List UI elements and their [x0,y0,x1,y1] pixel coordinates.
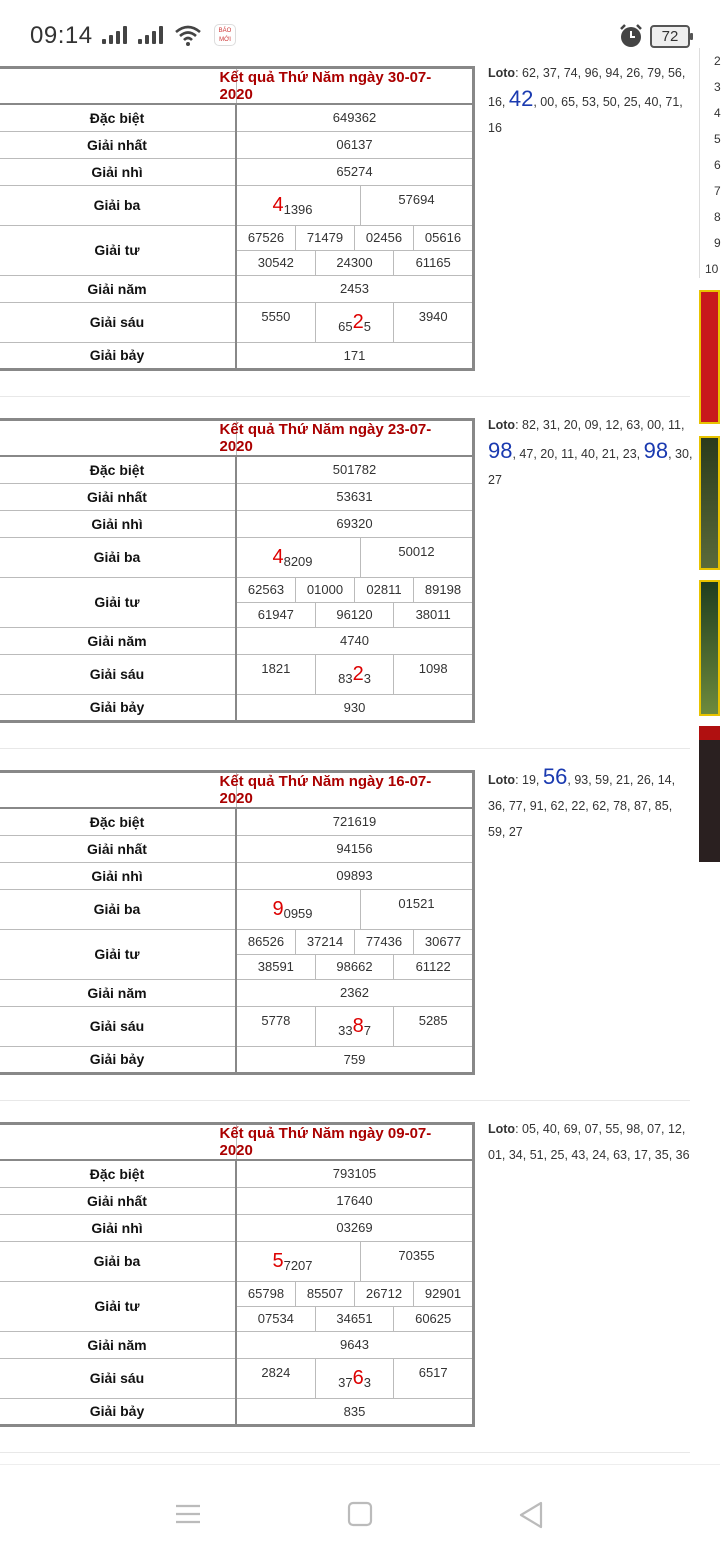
third-prize-value: 01521 [360,890,472,929]
loto-numbers: 82, 31, 20, 09, 12, 63, 00, 11, [522,418,685,432]
seventh-prize-value: 835 [236,1398,474,1425]
status-bar [0,0,720,66]
seventh-prize-value: 171 [236,342,474,369]
fifth-prize-value: 2453 [236,275,474,302]
fourth-prize-value: 89198 [413,578,472,602]
fourth-prize-value: 01000 [295,578,354,602]
divider [0,1100,690,1101]
first-prize-value: 53631 [236,483,474,510]
prize-label: Giải nhất [0,131,236,158]
loto-label: Loto [488,418,516,432]
results-title: Kết quả Thứ Năm ngày 23-07-2020 [219,420,457,457]
sixth-prize-value: 2824 [261,1364,291,1380]
loto-label: Loto [488,773,516,787]
system-nav-bar [0,1464,720,1561]
fourth-prize-value: 60625 [393,1307,472,1331]
result-block [0,418,720,718]
prize-label: Giải ba [0,537,236,577]
first-prize-value: 06137 [236,131,474,158]
fourth-prize-value: 92901 [413,1282,472,1306]
prize-label: Giải bảy [0,694,236,721]
fourth-prize-value: 71479 [295,226,354,250]
prize-label: Giải nhất [0,835,236,862]
fourth-prize-value: 98662 [315,955,394,979]
fourth-prize-value: 30677 [413,930,472,954]
menu-icon[interactable] [174,1503,202,1525]
fourth-prize-value: 30542 [257,255,294,270]
loto-numbers: 19, [522,773,543,787]
prize-label: Giải năm [0,1331,236,1358]
prize-label: Giải ba [0,1241,236,1281]
sixth-prize-value: 83 2 3 [315,655,394,694]
side-loto-number: 5 [714,132,721,146]
prize-label: Đặc biệt [0,1160,236,1187]
fourth-prize-value: 07534 [257,1311,294,1326]
third-prize-value: 70355 [360,1242,472,1281]
results-title: Kết quả Thứ Năm ngày 09-07-2020 [219,1124,457,1161]
results-title: Kết quả Thứ Năm ngày 30-07-2020 [219,68,457,105]
fourth-prize-value: 86526 [247,934,285,949]
ad-banner-1[interactable] [699,290,720,424]
first-prize-value: 17640 [236,1187,474,1214]
fourth-prize-value: 61947 [257,607,294,622]
loto-numbers: , 00, 65, 53, 50, 25, 40, 71, 16 [488,95,683,135]
prize-label: Giải bảy [0,1398,236,1425]
loto-numbers: 05, 40, 69, 07, 55, 98, 07, 12, 01, 34, 51, 25, 43, 24, 63, 17, 35, 36 [488,1122,690,1162]
seventh-prize-value: 930 [236,694,474,721]
sixth-prize-value: 33 8 7 [315,1007,394,1046]
loto-highlight: 56 [542,764,568,789]
special-prize-value: 501782 [236,456,474,483]
loto-numbers: 62, 37, 74, 96, 94, 26, 79, 56, 16, [488,66,686,109]
side-loto-number: 9 [714,236,721,250]
prize-label: Giải sáu [0,1358,236,1398]
first-prize-value: 94156 [236,835,474,862]
results-table [0,418,475,723]
clock: 09:14 [30,22,93,49]
third-prize-value: 9 0959 [272,897,313,921]
fourth-prize-value: 61122 [393,955,472,979]
second-prize-value: 69320 [236,510,474,537]
sixth-prize-value: 5285 [393,1007,472,1046]
prize-label: Giải năm [0,979,236,1006]
fifth-prize-value: 4740 [236,627,474,654]
loto-label: Loto [488,66,516,80]
prize-label: Giải tư [0,225,236,275]
prize-label: Giải nhì [0,510,236,537]
alarm-icon [618,23,644,49]
highlight-digit: 6 [352,1366,364,1389]
fourth-prize-value: 62563 [247,582,285,597]
sixth-prize-value: 5550 [261,308,291,324]
divider [0,396,690,397]
battery-indicator: 72 [650,25,690,48]
second-prize-value: 65274 [236,158,474,185]
loto-numbers: , 30, 27 [488,447,693,487]
third-prize-value: 50012 [360,538,472,577]
seventh-prize-value: 759 [236,1046,474,1073]
wifi-icon [174,24,202,46]
home-icon[interactable] [347,1501,373,1527]
result-block [0,66,720,366]
fifth-prize-value: 9643 [236,1331,474,1358]
prize-label: Giải bảy [0,342,236,369]
loto-highlight: 42 [508,86,534,111]
fourth-prize-value: 65798 [247,1286,285,1301]
fourth-prize-value: 77436 [354,930,413,954]
highlight-digit: 5 [272,1249,284,1272]
fourth-prize-value: 96120 [315,603,394,627]
sixth-prize-value: 37 6 3 [315,1359,394,1398]
sixth-prize-value: 65 2 5 [315,303,394,342]
side-loto-number: 8 [714,210,721,224]
highlight-digit: 4 [272,193,284,216]
results-title: Kết quả Thứ Năm ngày 16-07-2020 [219,772,457,809]
prize-label: Giải nhất [0,483,236,510]
prize-label: Giải ba [0,185,236,225]
third-prize-value: 57694 [360,186,472,225]
loto-label: Loto [488,1122,516,1136]
fourth-prize-value: 38011 [393,603,472,627]
prize-label: Giải năm [0,275,236,302]
side-loto-number: 10 [705,262,719,276]
loto-numbers: , 47, 20, 11, 40, 21, 23, [512,447,644,461]
prize-label: Giải tư [0,577,236,627]
result-block [0,764,720,1070]
side-loto-column [699,48,721,278]
sixth-prize-value: 6517 [393,1359,472,1398]
fourth-prize-value: 37214 [295,930,354,954]
prize-label: Giải nhì [0,1214,236,1241]
prize-label: Giải sáu [0,654,236,694]
side-loto-number: 6 [714,158,721,172]
loto-list: Loto: 05, 40, 69, 07, 55, 98, 07, 12, 01, 34, 51, 25, 43, 24, 63, 17, 35, 36 [488,1122,690,1162]
highlight-digit: 2 [352,310,364,333]
results-table [0,770,475,1075]
sixth-prize-value: 1098 [393,655,472,694]
prize-label: Giải bảy [0,1046,236,1073]
divider [0,1452,690,1453]
second-prize-value: 03269 [236,1214,474,1241]
special-prize-value: 721619 [236,808,474,835]
side-loto-number: 3 [714,80,721,94]
fourth-prize-value: 02811 [354,578,413,602]
fifth-prize-value: 2362 [236,979,474,1006]
fourth-prize-value: 02456 [354,226,413,250]
back-icon[interactable] [518,1501,544,1529]
side-loto-number: 7 [714,184,721,198]
prize-label: Giải ba [0,889,236,929]
side-loto-number: 2 [714,54,721,68]
fourth-prize-value: 61165 [393,251,472,275]
sixth-prize-value: 5778 [261,1012,291,1028]
third-prize-value: 4 1396 [272,193,313,217]
results-table [0,1122,475,1427]
highlight-digit: 4 [272,545,284,568]
loto-highlight: 98 [488,438,513,463]
highlight-digit: 8 [352,1014,364,1037]
fourth-prize-value: 05616 [413,226,472,250]
highlight-digit: 9 [272,897,284,920]
special-prize-value: 649362 [236,104,474,131]
ad-banner-3[interactable] [699,580,720,716]
prize-label: Giải nhì [0,862,236,889]
prize-label: Giải nhất [0,1187,236,1214]
loto-list: Loto: 19, 56, 93, 59, 21, 26, 14, 36, 77, 91, 62, 22, 62, 78, 87, 85, 59, 27 [488,764,676,839]
third-prize-value: 4 8209 [272,545,313,569]
prize-label: Đặc biệt [0,456,236,483]
ad-banner-2[interactable] [699,436,720,570]
third-prize-value: 5 7207 [272,1249,313,1273]
special-prize-value: 793105 [236,1160,474,1187]
fourth-prize-value: 67526 [247,230,285,245]
loto-numbers: , 93, 59, 21, 26, 14, 36, 77, 91, 62, 22, 62, 78, 87, 85, 59, 27 [488,773,676,839]
prize-label: Giải nhì [0,158,236,185]
news-app-icon: BÁO MỚI [214,24,236,46]
sixth-prize-value: 3940 [393,303,472,342]
signal-icon [102,26,127,44]
prize-label: Giải sáu [0,302,236,342]
fourth-prize-value: 34651 [315,1307,394,1331]
prize-label: Giải tư [0,1281,236,1331]
loto-list: Loto: 82, 31, 20, 09, 12, 63, 00, 11, 98, 47, 20, 11, 40, 21, 23, 98, 30, 27 [488,418,693,487]
prize-label: Giải năm [0,627,236,654]
prize-label: Giải tư [0,929,236,979]
results-table [0,66,475,371]
fourth-prize-value: 85507 [295,1282,354,1306]
prize-label: Đặc biệt [0,104,236,131]
sixth-prize-value: 1821 [261,660,291,676]
loto-list: Loto: 62, 37, 74, 96, 94, 26, 79, 56, 16, 42, 00, 65, 53, 50, 25, 40, 71, 16 [488,66,686,135]
result-block [0,1122,720,1422]
side-loto-number: 4 [714,106,721,120]
ad-banner-4[interactable] [699,726,720,862]
second-prize-value: 09893 [236,862,474,889]
fourth-prize-value: 26712 [354,1282,413,1306]
highlight-digit: 2 [352,662,364,685]
prize-label: Giải sáu [0,1006,236,1046]
signal-icon-2 [138,26,163,44]
fourth-prize-value: 38591 [257,959,294,974]
divider [0,748,690,749]
fourth-prize-value: 24300 [315,251,394,275]
prize-label: Đặc biệt [0,808,236,835]
loto-highlight: 98 [643,438,669,463]
